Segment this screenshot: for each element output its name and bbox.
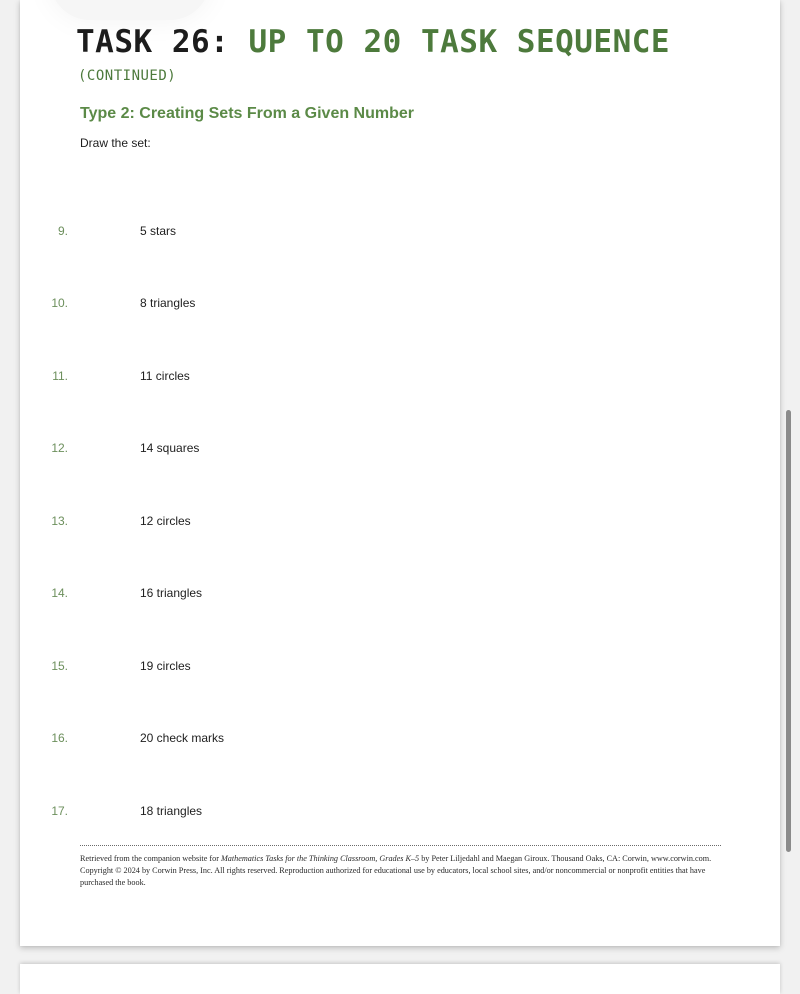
- footer-text-start: Retrieved from the companion website for: [80, 854, 221, 863]
- next-page: [20, 964, 780, 994]
- list-item: [20, 514, 720, 534]
- task-number: TASK 26:: [76, 24, 230, 60]
- list-item: [20, 441, 720, 461]
- footer-text-end: by Peter Liljedahl and Maegan Giroux. Thousand Oaks, CA: Corwin, www.corwin.com. Copyright © 2024 by Corwin Press, Inc. All rights reserved. Reproduction authorized for educational use by educators, local school sites, and/or noncommercial or nonprofit entities that have purchased the book.: [80, 854, 712, 887]
- item-text: 8 triangles: [140, 296, 196, 310]
- continued-label: (CONTINUED): [78, 68, 177, 84]
- item-number: 14.: [51, 586, 68, 600]
- scrollbar-thumb[interactable]: [786, 410, 791, 852]
- list-item: [20, 586, 720, 606]
- item-number: 10.: [51, 296, 68, 310]
- item-text: 19 circles: [140, 659, 191, 673]
- book-title: Mathematics Tasks for the Thinking Classroom, Grades K–5: [220, 854, 420, 863]
- item-text: 18 triangles: [140, 804, 203, 818]
- list-item: [20, 659, 720, 679]
- list-item: [20, 804, 720, 824]
- item-text: 11 circles: [140, 369, 190, 383]
- item-number: 12.: [51, 441, 68, 455]
- list-item: [20, 369, 720, 389]
- list-item: [20, 731, 720, 751]
- copyright-footer: [80, 853, 721, 889]
- document-page: [20, 0, 780, 946]
- item-number: 13.: [51, 514, 68, 528]
- task-title-text: UP TO 20 TASK SEQUENCE: [248, 24, 671, 60]
- decorative-shape: [50, 0, 210, 20]
- item-text: 16 triangles: [140, 586, 203, 600]
- item-text: 14 squares: [140, 441, 200, 455]
- list-item: [20, 224, 720, 244]
- footer-divider: [80, 845, 721, 846]
- item-text: 5 stars: [140, 224, 177, 238]
- item-number: 9.: [57, 224, 68, 238]
- item-text: 12 circles: [140, 514, 191, 528]
- item-number: 16.: [51, 731, 68, 745]
- task-title: [76, 22, 670, 62]
- item-number: 17.: [51, 804, 68, 818]
- instruction-text: Draw the set:: [80, 136, 151, 150]
- item-text: 20 check marks: [140, 731, 225, 745]
- item-number: 11.: [52, 369, 68, 383]
- item-number: 15.: [51, 659, 68, 673]
- list-item: [20, 296, 720, 316]
- section-heading: Type 2: Creating Sets From a Given Number: [80, 105, 415, 122]
